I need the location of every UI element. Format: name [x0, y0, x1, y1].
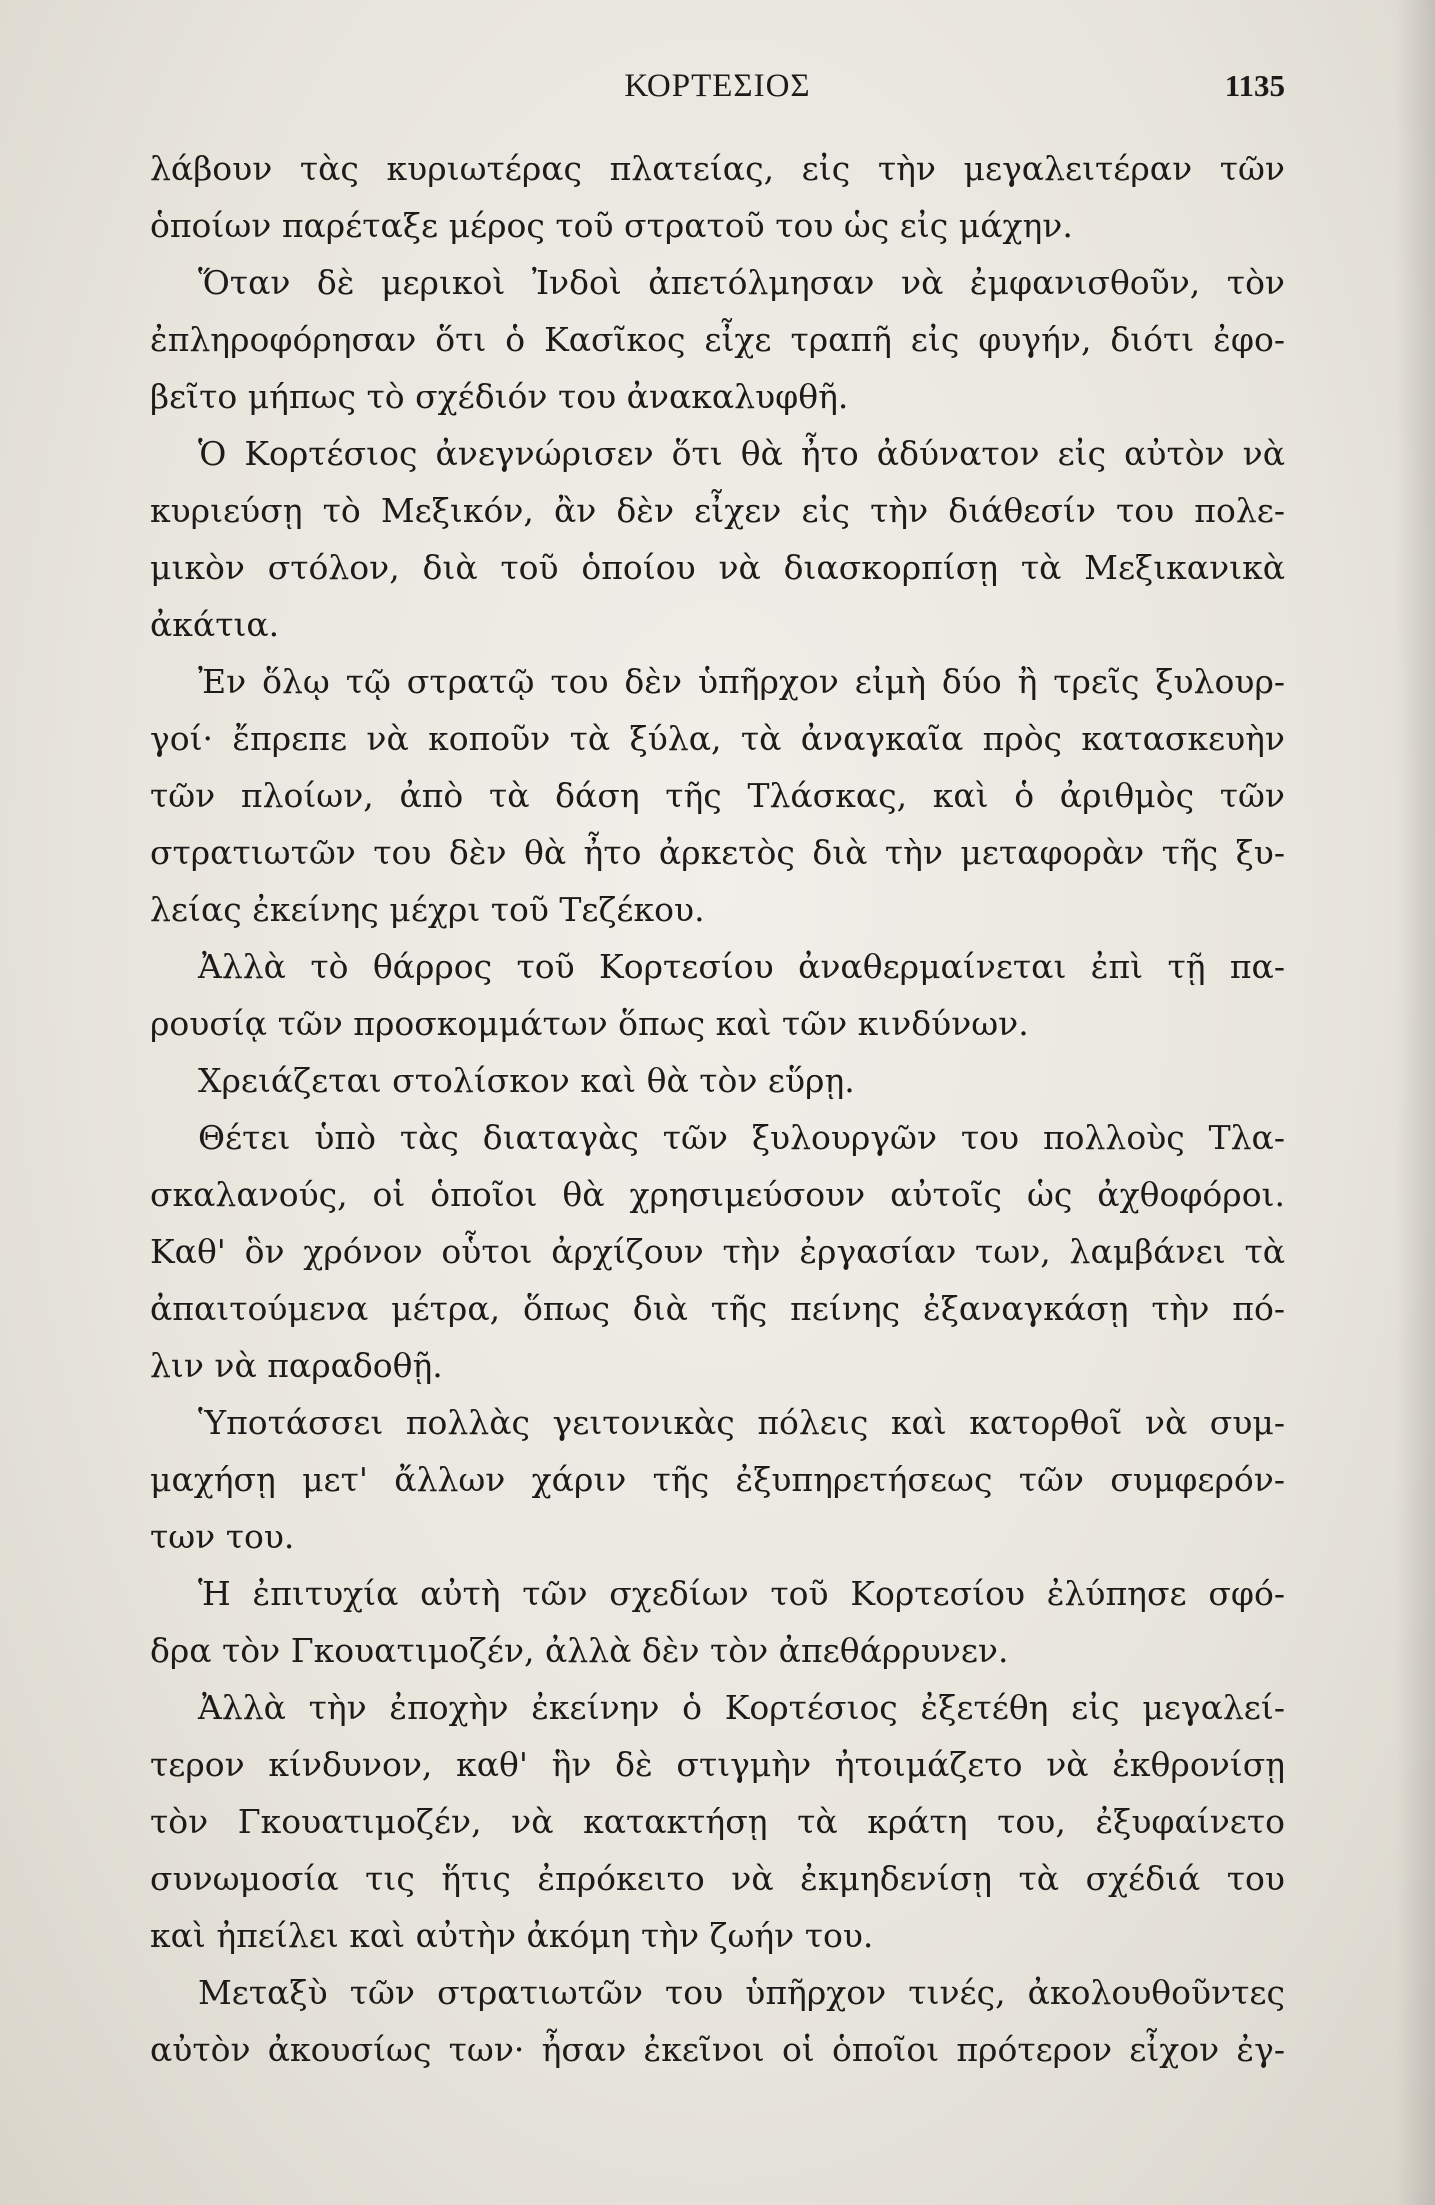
page-header — [150, 60, 1285, 120]
text-line: Ὁ Κορτέσιος ἀνεγνώρισεν ὅτι θὰ ἦτο ἀδύνατον εἰς αὐτὸν νὰ — [198, 434, 1285, 473]
text-line: ἀπαιτούμενα μέτρα, ὅπως διὰ τῆς πείνης ἐξαναγκάσῃ τὴν πό- — [150, 1289, 1285, 1328]
text-line: Καθ' ὃν χρόνον οὗτοι ἀρχίζουν τὴν ἐργασίαν των, λαμβάνει τὰ — [150, 1232, 1285, 1271]
text-line: σκαλανούς, οἱ ὁποῖοι θὰ χρησιμεύσουν αὐτοῖς ὡς ἀχθοφόροι. — [150, 1175, 1285, 1214]
text-line: Ἀλλὰ τὴν ἐποχὴν ἐκείνην ὁ Κορτέσιος ἐξετέθη εἰς μεγαλεί- — [198, 1688, 1285, 1727]
text-line: τερον κίνδυνον, καθ' ἣν δὲ στιγμὴν ἠτοιμάζετο νὰ ἐκθρονίσῃ — [150, 1745, 1285, 1784]
body-text — [150, 140, 1285, 2078]
text-line: Ἐν ὅλῳ τῷ στρατῷ του δὲν ὑπῆρχον εἰμὴ δύο ἢ τρεῖς ξυλουρ- — [198, 662, 1285, 701]
text-line: στρατιωτῶν του δὲν θὰ ἦτο ἀρκετὸς διὰ τὴν μεταφορὰν τῆς ξυ- — [150, 833, 1285, 872]
text-line: καὶ ἠπείλει καὶ αὐτὴν ἀκόμη τὴν ζωήν του. — [150, 1916, 874, 1955]
text-line: ὁποίων παρέταξε μέρος τοῦ στρατοῦ του ὡς εἰς μάχην. — [150, 206, 1073, 245]
text-line: Ὅταν δὲ μερικοὶ Ἰνδοὶ ἀπετόλμησαν νὰ ἐμφανισθοῦν, τὸν — [198, 263, 1285, 302]
text-line: κυριεύσῃ τὸ Μεξικόν, ἂν δὲν εἶχεν εἰς τὴν διάθεσίν του πολε- — [150, 491, 1285, 530]
running-head: ΚΟΡΤΕΣΙΟΣ — [624, 68, 811, 104]
text-line: Χρειάζεται στολίσκον καὶ θὰ τὸν εὕρῃ. — [198, 1061, 855, 1100]
text-line: Ἡ ἐπιτυχία αὐτὴ τῶν σχεδίων τοῦ Κορτεσίου ἐλύπησε σφό- — [198, 1574, 1285, 1613]
text-line: λείας ἐκείνης μέχρι τοῦ Τεζέκου. — [150, 890, 705, 929]
text-line: λάβουν τὰς κυριωτέρας πλατείας, εἰς τὴν μεγαλειτέραν τῶν — [150, 149, 1285, 188]
text-line: λιν νὰ παραδοθῇ. — [150, 1346, 443, 1385]
text-line: των του. — [150, 1517, 295, 1556]
text-line: Μεταξὺ τῶν στρατιωτῶν του ὑπῆρχον τινές, ἀκολουθοῦντες — [198, 1973, 1285, 2012]
text-line: Ἀλλὰ τὸ θάρρος τοῦ Κορτεσίου ἀναθερμαίνεται ἐπὶ τῇ πα- — [198, 947, 1285, 986]
text-line: τῶν πλοίων, ἀπὸ τὰ δάση τῆς Τλάσκας, καὶ ὁ ἀριθμὸς τῶν — [150, 776, 1285, 815]
text-line: ρουσίᾳ τῶν προσκομμάτων ὅπως καὶ τῶν κινδύνων. — [150, 1004, 1029, 1043]
text-line: Ὑποτάσσει πολλὰς γειτονικὰς πόλεις καὶ κατορθοῖ νὰ συμ- — [198, 1403, 1285, 1442]
text-line: ἐπληροφόρησαν ὅτι ὁ Κασῖκος εἶχε τραπῆ εἰς φυγήν, διότι ἐφο- — [150, 320, 1285, 359]
text-line: Θέτει ὑπὸ τὰς διαταγὰς τῶν ξυλουργῶν του πολλοὺς Τλα- — [198, 1118, 1285, 1157]
page-number: 1135 — [1224, 68, 1285, 103]
text-line: δρα τὸν Γκουατιμοζέν, ἀλλὰ δὲν τὸν ἀπεθάρρυνεν. — [150, 1631, 1009, 1670]
text-line: τὸν Γκουατιμοζέν, νὰ κατακτήσῃ τὰ κράτη του, ἐξυφαίνετο — [150, 1802, 1285, 1841]
text-line: ἀκάτια. — [150, 605, 280, 644]
text-line: γοί· ἔπρεπε νὰ κοποῦν τὰ ξύλα, τὰ ἀναγκαῖα πρὸς κατασκευὴν — [150, 719, 1285, 758]
text-line: μαχήσῃ μετ' ἄλλων χάριν τῆς ἐξυπηρετήσεως τῶν συμφερόν- — [150, 1460, 1285, 1499]
text-line: αὐτὸν ἀκουσίως των· ἦσαν ἐκεῖνοι οἱ ὁποῖοι πρότερον εἶχον ἐγ- — [150, 2030, 1285, 2069]
text-line: βεῖτο μήπως τὸ σχέδιόν του ἀνακαλυφθῆ. — [150, 377, 849, 416]
text-line: μικὸν στόλον, διὰ τοῦ ὁποίου νὰ διασκορπίσῃ τὰ Μεξικανικὰ — [150, 548, 1285, 587]
text-line: συνωμοσία τις ἥτις ἐπρόκειτο νὰ ἐκμηδενίσῃ τὰ σχέδιά του — [150, 1859, 1285, 1898]
